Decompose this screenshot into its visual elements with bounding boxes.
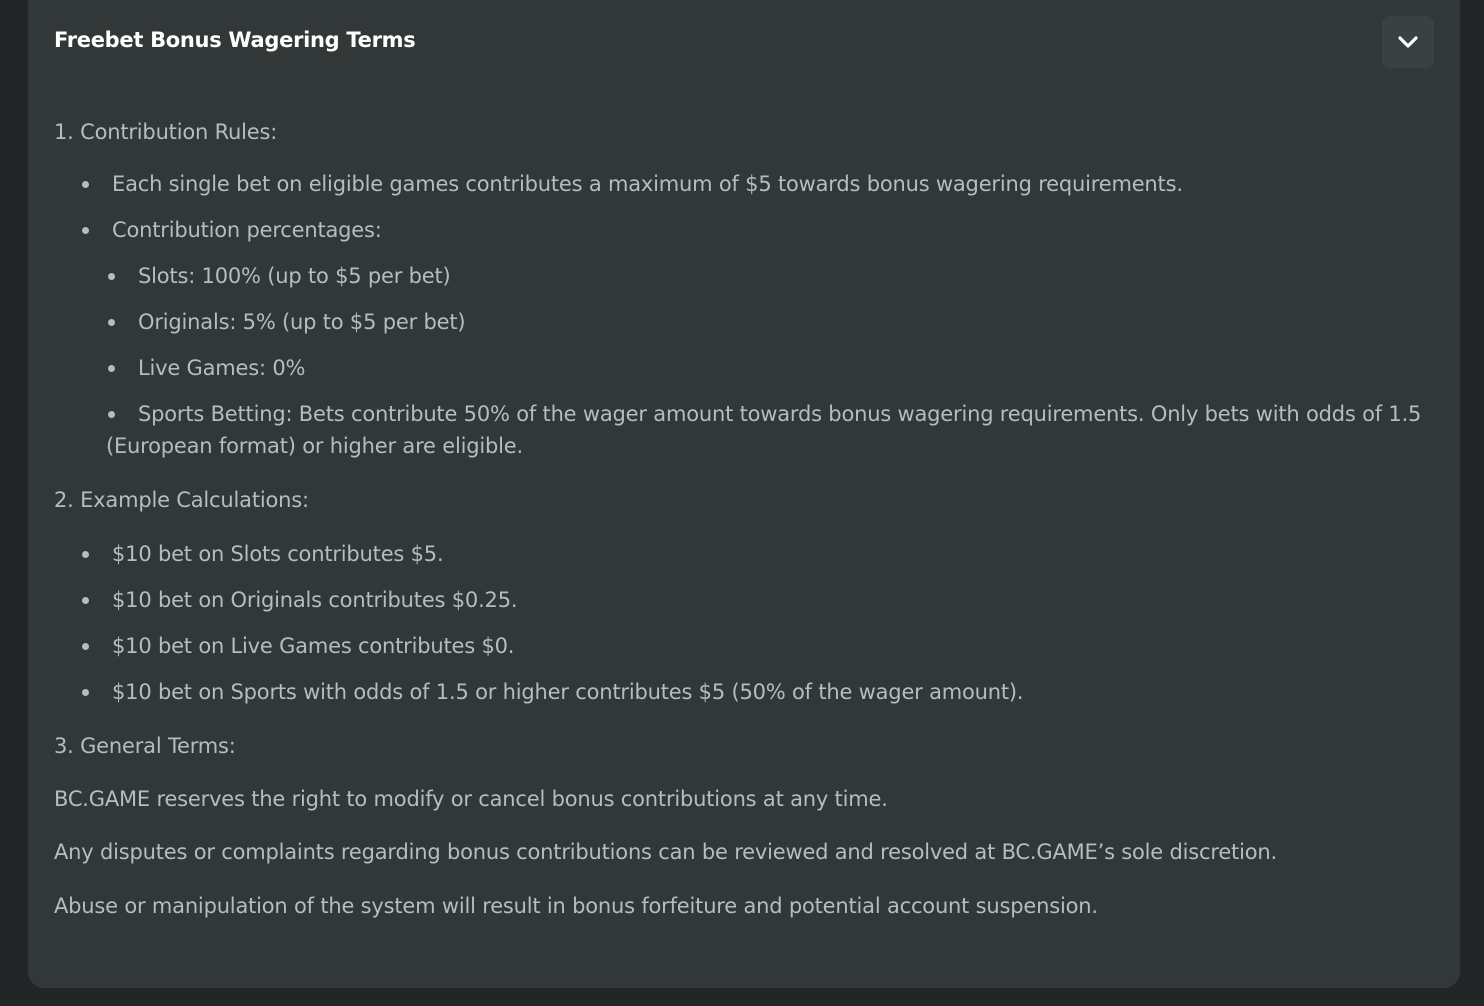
general-paragraph: BC.GAME reserves the right to modify or cancel bonus contributions at any time. (54, 787, 888, 811)
list-item: Sports Betting: Bets contribute 50% of the wager amount towards bonus wagering requirements. Only bets with odds of 1.5 (European format) or higher are eligible. (106, 402, 1422, 458)
list-item: Slots: 100% (up to $5 per bet) (138, 264, 451, 288)
bullet-dot (82, 643, 89, 650)
list-item: $10 bet on Live Games contributes $0. (112, 634, 515, 658)
examples-heading: 2. Example Calculations: (54, 488, 309, 512)
general-paragraph: Abuse or manipulation of the system will result in bonus forfeiture and potential account suspension. (54, 894, 1098, 918)
collapse-toggle-button[interactable] (1382, 16, 1434, 68)
terms-panel (28, 0, 1460, 988)
section-header[interactable] (28, 0, 1460, 82)
list-item: Contribution percentages: (112, 218, 382, 242)
bullet-dot (82, 551, 89, 558)
list-item: Each single bet on eligible games contributes a maximum of $5 towards bonus wagering requirements. (112, 172, 1183, 196)
bullet-dot (82, 597, 89, 604)
bullet-dot (108, 273, 115, 280)
bullet-dot (108, 319, 115, 326)
chevron-down-icon (1397, 35, 1419, 49)
list-item: $10 bet on Slots contributes $5. (112, 542, 444, 566)
bullet-dot (82, 181, 89, 188)
list-item: $10 bet on Originals contributes $0.25. (112, 588, 518, 612)
list-item: $10 bet on Sports with odds of 1.5 or higher contributes $5 (50% of the wager amount). (112, 680, 1024, 704)
bullet-dot (82, 227, 89, 234)
section-title: Freebet Bonus Wagering Terms (54, 28, 416, 52)
bullet-dot (82, 689, 89, 696)
general-paragraph: Any disputes or complaints regarding bonus contributions can be reviewed and resolved at BC.GAME’s sole discretion. (54, 840, 1277, 864)
list-item: Originals: 5% (up to $5 per bet) (138, 310, 466, 334)
list-item: Live Games: 0% (138, 356, 306, 380)
general-terms-heading: 3. General Terms: (54, 734, 236, 758)
bullet-dot (108, 365, 115, 372)
contribution-rules-heading: 1. Contribution Rules: (54, 120, 278, 144)
